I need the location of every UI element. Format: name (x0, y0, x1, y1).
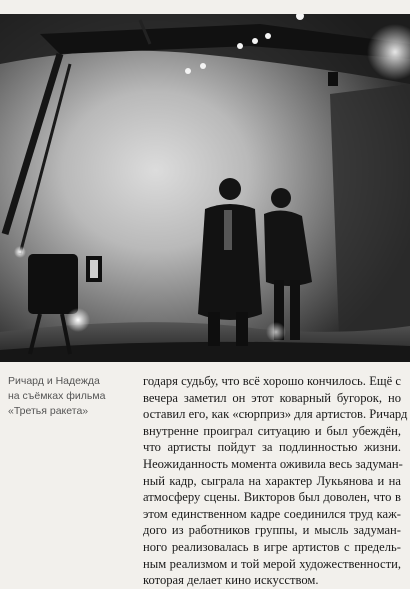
text-line: годаря судьбу, что всё хорошо кончилось. Ещё с (143, 374, 401, 388)
caption-line: Ричард и Надежда (8, 375, 100, 387)
text-line: дого из работников группы, и мысль задуман- (143, 523, 401, 538)
text-line: этом единственном кадре соединился труд каж- (143, 506, 401, 521)
film-set-photo (0, 14, 410, 362)
text-line: что артисты пойдут за подлинностью жизни. (143, 440, 401, 455)
text-line: внутренне проиграл ситуацию и был убеждён, (143, 423, 401, 438)
text-line: ного реализовалась в игре артистов с предель- (143, 539, 401, 554)
text-line: Неожиданность момента оживила весь задуман- (143, 456, 403, 471)
text-line: атмосферу сцены. Викторов был доволен, что в (143, 490, 401, 505)
body-paragraph (143, 373, 408, 589)
caption-line: на съёмках фильма (8, 390, 106, 402)
text-line: ный кадр, сыграла на характер Лукьянова и на (143, 473, 401, 488)
caption-line: «Третья ракета» (8, 405, 89, 417)
text-line: вечера заметил он этот коварный бугорок, но (143, 390, 401, 405)
text-line: ным реализмом и той мерой художественности, (143, 556, 401, 571)
photo-caption (8, 374, 138, 419)
text-line: которая делает кино искусством. (143, 573, 319, 588)
text-line: оставил его, как «сюрприз» для артистов. Ричард (143, 407, 408, 422)
